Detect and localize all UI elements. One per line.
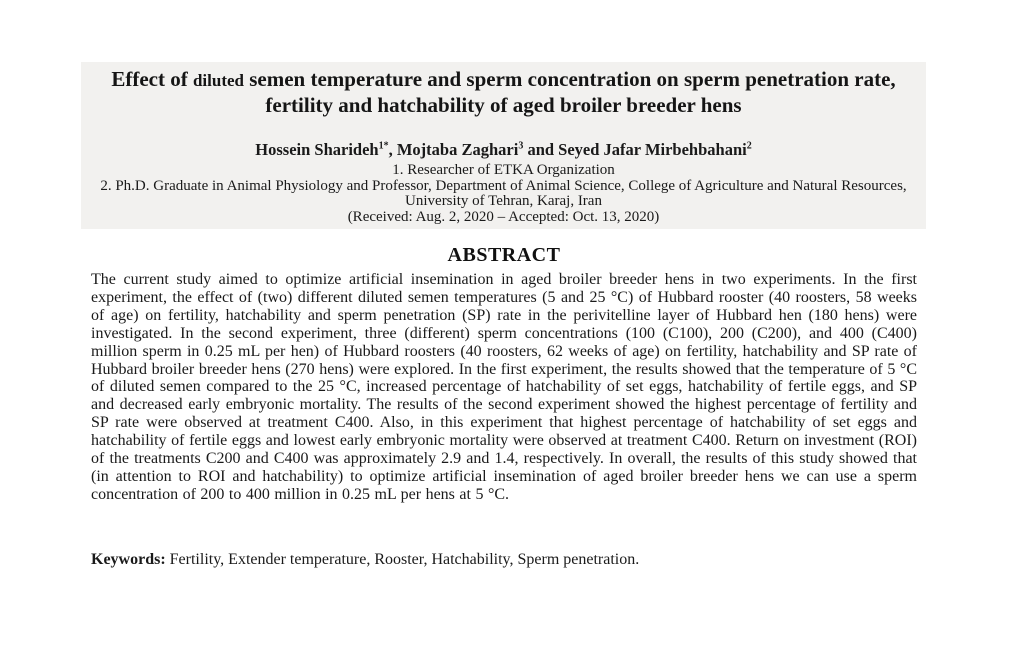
affiliations-block (91, 163, 916, 225)
affiliation-1: 1. Researcher of ETKA Organization (392, 162, 615, 178)
author-superscript: 2 (746, 140, 752, 152)
authors-line (91, 140, 916, 160)
author-name: Seyed Jafar Mirbehbahani (558, 140, 747, 159)
keywords-line (91, 550, 917, 569)
author-separator: , (388, 140, 397, 159)
paper-title (91, 67, 916, 118)
keywords-label: Keywords: (91, 551, 166, 568)
title-segment-small: diluted (192, 71, 244, 90)
author-superscript: 3 (518, 140, 524, 152)
paper-header (81, 62, 926, 229)
received-accepted-line: (Received: Aug. 2, 2020 – Accepted: Oct. 13, 2020) (347, 208, 660, 225)
affiliation-2: 2. Ph.D. Graduate in Animal Physiology and Professor, Department of Animal Science, College of Agriculture and Natural Resources, University of Tehran, Karaj, Iran (100, 177, 907, 210)
title-segment: Effect of (111, 67, 193, 91)
title-segment: semen temperature and sperm concentration on sperm penetration rate, fertility and hatchability of aged broiler breeder hens (244, 67, 896, 117)
keywords-text: Fertility, Extender temperature, Rooster, Hatchability, Sperm penetration. (165, 551, 640, 568)
author-superscript: 1* (378, 140, 389, 152)
author-name: Hossein Sharideh (255, 140, 379, 159)
author-name: Mojtaba Zaghari (396, 140, 519, 159)
abstract-heading: ABSTRACT (447, 244, 561, 266)
author-separator: and (523, 140, 559, 159)
abstract-body: The current study aimed to optimize artificial insemination in aged broiler breeder hens in two experiments. In the first experiment, the effect of (two) different diluted semen temperatures (5 and 25 °C) of Hubbard rooster (40 roosters, 58 weeks of age) on fertility, hatchability and sperm penetration (SP) rate in the perivitelline layer of Hubbard hen (180 hens) were investigated. In the second experiment, three (different) sperm concentrations (100 (C100), 200 (C200), and 400 (C400) million sperm in 0.25 mL per hen) of Hubbard roosters (40 roosters, 62 weeks of age) on fertility, hatchability and SP rate of Hubbard broiler breeder hens (270 hens) were explored. In the first experiment, the results showed that the temperature of 5 °C of diluted semen compared to the 25 °C, increased percentage of hatchability of set eggs, hatchability of fertile eggs, and SP and decreased early embryonic mortality. The results of the second experiment showed the highest percentage of fertility and SP rate were observed at treatment C400. Also, in this experiment that highest percentage of hatchability of set eggs and hatchability of fertile eggs and lowest early embryonic mortality were observed at treatment C400. Return on investment (ROI) of the treatments C200 and C400 was approximately 2.9 and 1.4, respectively. In overall, the results of this study showed that (in attention to ROI and hatchability) to optimize artificial insemination of aged broiler breeder hens we can use a sperm concentration of 200 to 400 million in 0.25 mL per hens at 5 °C. (91, 271, 917, 503)
